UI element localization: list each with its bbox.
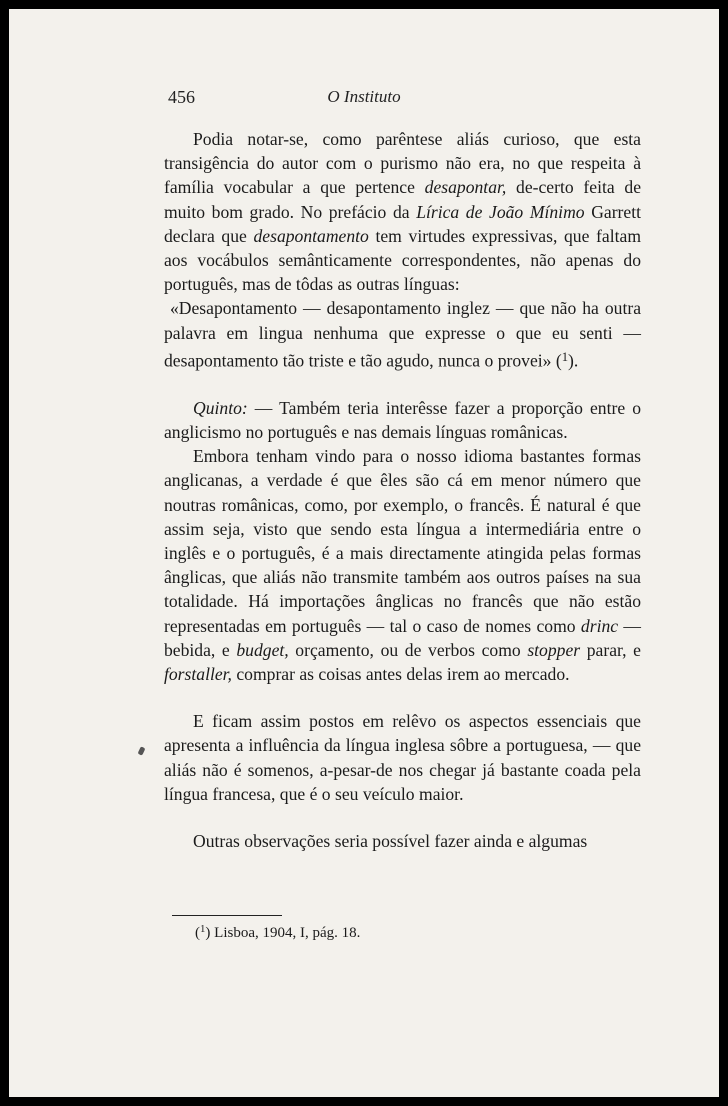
italic-text: drinc [580, 615, 619, 636]
italic-text: desapontamento [253, 225, 369, 246]
page-header [9, 87, 719, 117]
text-run: — bebida, e [164, 615, 641, 660]
italic-text: Lírica de João Mínimo [416, 201, 585, 222]
paragraph [164, 829, 641, 853]
book-page [9, 9, 719, 1097]
text-run: E ficam assim postos em relêvo os aspectos essenciais que apresenta a influência da língua inglesa sôbre a portuguesa, — que aliás não é somenos, a-pesar-de nos chegar já bastante coada pela língua francesa, que é o seu veículo maior. [164, 711, 641, 804]
paragraph [164, 444, 641, 686]
text-run: «Desapontamento — desapontamento inglez — que não ha outra palavra em lingua nenhuma que expresse o que eu senti — desapontamento tão triste e tão agudo, nunca o provei» ( [164, 298, 641, 371]
paragraph [164, 396, 641, 444]
running-title: O Instituto [327, 87, 401, 106]
text-run: Outras observações seria possível fazer ainda e algumas [193, 830, 588, 851]
italic-text: desapontar, [424, 177, 507, 198]
text-run: orçamento, ou de verbos como [288, 639, 528, 660]
text-run: tem virtudes expressivas, que faltam aos vocábulos semânticamente correspondentes, não apenas do português, mas de tôdas as outras línguas: [164, 225, 641, 295]
footnote: ($^1$) Lisboa, 1904, I, pág. 18. [195, 923, 361, 941]
text-run: Podia notar-se, como parêntese aliás curioso, que esta transigência do autor com o purismo não era, no que respeita à família vocabular a que pertence [164, 129, 641, 198]
text-run: — Também teria interêsse fazer a proporção entre o anglicismo no português e nas demais línguas românicas. [164, 397, 641, 442]
ink-speck [138, 746, 146, 755]
text-run: comprar as coisas antes delas irem ao mercado. [231, 663, 570, 684]
text-run: de-certo feita de muito bom grado. No prefácio da [164, 177, 641, 222]
paragraph [164, 127, 641, 296]
italic-text: stopper [527, 639, 581, 660]
italic-text: Quinto: [193, 397, 248, 418]
footnote-marker: 1 [200, 923, 206, 935]
footnote-text: Lisboa, 1904, I, pág. 18. [214, 924, 361, 941]
paragraph [164, 709, 641, 806]
italic-text: budget, [236, 639, 289, 660]
body-text [164, 127, 641, 853]
text-run: Embora tenham vindo para o nosso idioma bastantes formas anglicanas, a verdade é que êles são cá em menor número que noutras românicas, como, por exemplo, o francês. É natural é que assim seja, visto que sendo esta língua a intermediária entre o inglês e o português, é a mais directamente atingida pelas formas ânglicas, que aliás não transmite também aos outros países na sua totalidade. Há importações ânglicas no francês que não estão representadas em português — tal o caso de nomes como [164, 446, 641, 636]
italic-text: forstaller, [164, 663, 232, 684]
footnote-reference: 1 [561, 349, 569, 364]
text-run: ). [568, 350, 579, 371]
text-run: Garrett declara que [164, 201, 642, 246]
text-run: parar, e [580, 639, 641, 660]
footnote-rule [172, 915, 282, 916]
page-number: 456 [168, 87, 195, 107]
paragraph [164, 296, 641, 372]
